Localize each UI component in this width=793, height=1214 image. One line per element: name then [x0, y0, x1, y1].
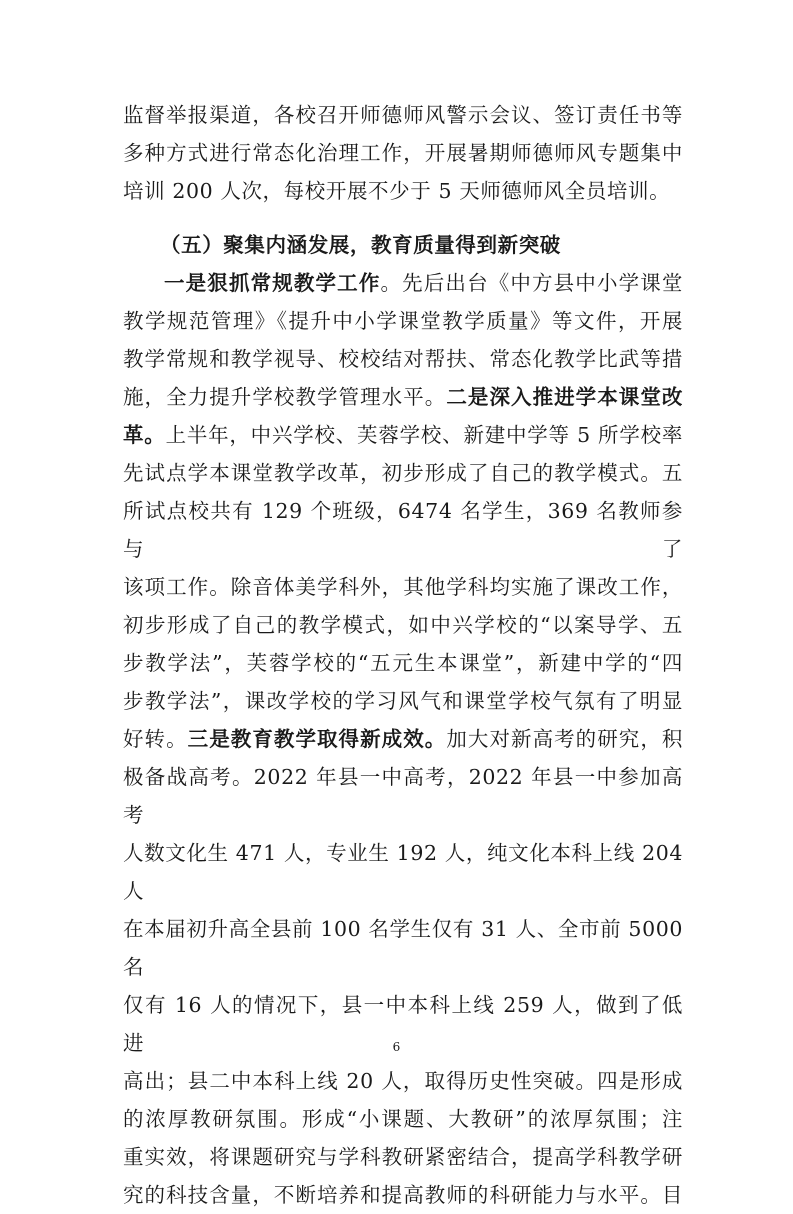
text-line	[123, 264, 683, 302]
text-line: 该项工作。除音体美学科外，其他学科均实施了课改工作，	[123, 575, 683, 599]
text-line: 初步形成了自己的教学模式，如中兴学校的“以案导学、五	[123, 613, 683, 637]
text-segment: 施，全力提升学校教学管理水平。	[123, 385, 447, 409]
text-line	[123, 378, 683, 416]
text-line: 人数文化生 471 人，专业生 192 人，纯文化本科上线 204 人	[123, 841, 683, 903]
bold-phrase: 二是深入推进学本课堂改	[446, 385, 683, 409]
bold-phrase: 革。	[123, 423, 166, 447]
paragraph-teacher-ethics	[123, 96, 683, 210]
text-line: 多种方式进行常态化治理工作，开展暑期师德师风专题集中	[123, 141, 683, 165]
text-line: 步教学法”，课改学校的学习风气和课堂学校气氛有了明显	[123, 689, 683, 713]
text-line: 监督举报渠道，各校召开师德师风警示会议、签订责任书等	[123, 103, 683, 127]
text-segment: 加大对新高考的研究，积	[446, 727, 683, 751]
text-line: 极备战高考。2022 年县一中高考，2022 年县一中参加高考	[123, 765, 683, 827]
section-heading: （五）聚集内涵发展，教育质量得到新突破	[160, 233, 561, 257]
text-line	[123, 416, 683, 454]
text-line: 培训 200 人次，每校开展不少于 5 天师德师风全员培训。	[123, 179, 671, 203]
text-line: 的浓厚教研氛围。形成“小课题、大教研”的浓厚氛围；注	[123, 1107, 683, 1131]
text-line: 教学常规和教学视导、校校结对帮扶、常态化教学比武等措	[123, 347, 683, 371]
text-line	[123, 720, 683, 758]
bold-phrase: 三是教育教学取得新成效。	[187, 727, 447, 751]
page-number: 6	[392, 1040, 401, 1054]
text-line: 所试点校共有 129 个班级，6474 名学生，369 名教师参与了	[123, 499, 683, 561]
text-line: 究的科技含量，不断培养和提高教师的科研能力与水平。目	[123, 1183, 683, 1207]
paragraph-education-quality	[123, 264, 683, 1214]
text-line: 步教学法”，芙蓉学校的“五元生本课堂”，新建中学的“四	[123, 651, 683, 675]
text-segment: 上半年，中兴学校、芙蓉学校、新建中学等 5 所学校率	[165, 423, 683, 447]
text-line: 仅有 16 人的情况下，县一中本科上线 259 人，做到了低进	[123, 993, 683, 1055]
text-line: 先试点学本课堂教学改革，初步形成了自己的教学模式。五	[123, 461, 683, 485]
text-segment: 好转。	[123, 727, 188, 751]
bold-phrase: 一是狠抓常规教学工作	[164, 271, 381, 295]
text-line: 教学规范管理》《提升中小学课堂教学质量》等文件，开展	[123, 309, 683, 333]
text-line: 重实效，将课题研究与学科教研紧密结合，提高学科教学研	[123, 1145, 683, 1169]
text-segment: 。先后出台《中方县中小学课堂	[380, 271, 684, 295]
text-line: 高出；县二中本科上线 20 人，取得历史性突破。四是形成	[123, 1069, 683, 1093]
text-line: 在本届初升高全县前 100 名学生仅有 31 人、全市前 5000 名	[123, 917, 683, 979]
